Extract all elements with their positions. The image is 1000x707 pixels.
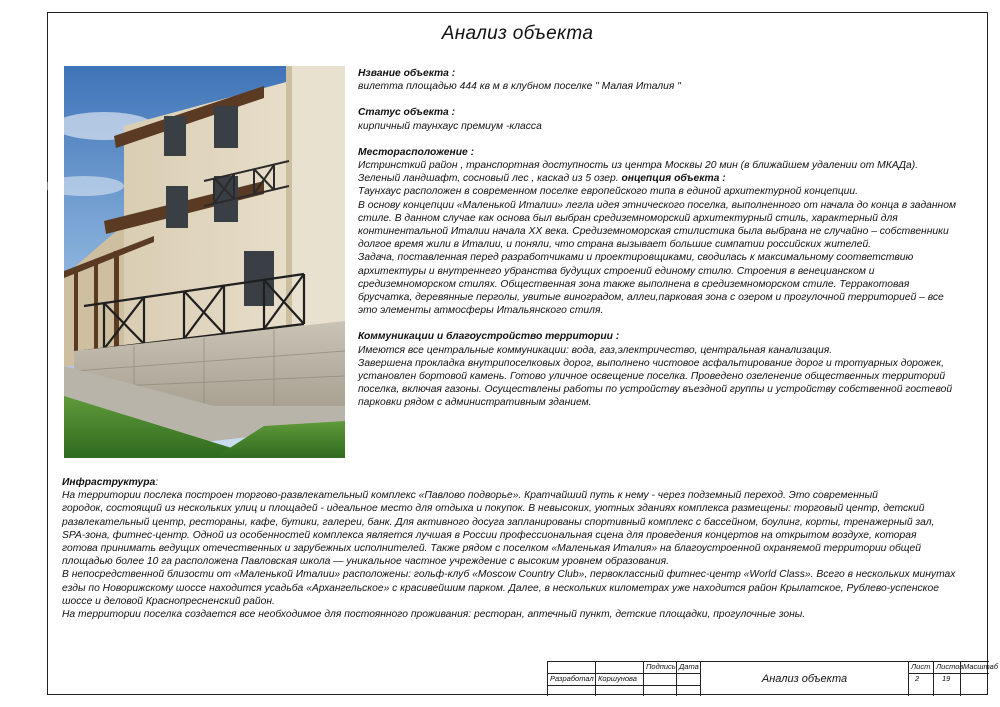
developer-label: Разработал	[547, 673, 595, 685]
infrastructure-label: Инфраструктура	[62, 477, 156, 488]
scale-header: Масштаб	[960, 661, 989, 673]
location-label: Месторасположение :	[358, 146, 475, 158]
concept-line: средиземноморском стилях. Общественная зона также выполнена в средиземноморском стиле. Терракотовая	[358, 278, 910, 290]
sheets-header: Листов	[933, 661, 960, 673]
stamp-title: Анализ объекта	[700, 661, 908, 696]
signature-header: Подпись	[643, 661, 676, 673]
page-frame	[47, 12, 999, 695]
concept-line: континентальной Италии начала XX века. Средиземноморская стилистика была выбрана не случайно – собственники	[358, 226, 949, 238]
date-header: Дата	[676, 661, 700, 673]
infra-line: городок, состоящий из нескольких улиц и площадей - идеальное место для отдыха и покупок. В невысоких, уютных зданиях комплекса размещены: торговый центр, детский	[62, 503, 925, 515]
status-value: кирпичный таунхаус премиум -класса	[358, 120, 542, 132]
concept-line: это элементы атмосферы Итальянского стиля.	[358, 305, 604, 317]
infra-line: На территории поселка создается все необходимое для постоянного проживания: ресторан, аптечный пункт, детские площадки, прогулочные зоны.	[62, 609, 806, 621]
infra-line: В непосредственной близости от «Маленькой Италии» расположены: гольф-клуб «Moscow Country Club», первоклассный фитнес-центр «World Class». Всего в нескольких минутах	[62, 569, 956, 581]
location-line: Истринсткий район , транспортная доступность из центра Москвы 20 мин (в ближайшем удалении от МКАДа).	[358, 160, 919, 172]
status-label: Статус объекта :	[358, 107, 456, 119]
infra-line: шоссе и деловой Краснопресненский район.	[62, 595, 275, 607]
comm-line: установлен бортовой камень. Готово уличное освещение поселка. Проведено озеленение общественных территорий	[358, 371, 946, 383]
concept-line: В основу концепции «Маленькой Италии» легла идея этнического поселка, выполненного от начала до конца в заданном	[358, 199, 957, 211]
infra-line: На территории послека построен торгово-развлекательный комплекс «Павлово подворье». Кратчайший путь к нему - через подземный переход. Это современный	[62, 490, 878, 502]
sheet-header: Лист	[908, 661, 933, 673]
communications-label: Коммуникации и благоустройство территории :	[358, 331, 620, 343]
concept-label: онцепция объекта :	[621, 173, 726, 185]
title-block	[547, 661, 999, 696]
concept-line: долгое время жили в Италии, и поняли, что страна вызывает большие симпатии российских жителей.	[358, 239, 872, 251]
location-line: Зеленый ландшафт, сосновый лес , каскад из 5 озер. онцепция объекта :	[358, 173, 726, 185]
infra-line: готова принимать ведущих отечественных и зарубежных исполнителей. Также рядом с поселком «Маленькая Италия» на благоустроенной охраняемой территории общей	[62, 543, 921, 555]
page-title: Анализ объекта	[441, 23, 594, 44]
comm-line: поселка, включая газоны. Осуществлены работы по устройству въездной группы и устройству собственной гостевой	[358, 384, 953, 396]
name-value: вилетта площадью 444 кв м в клубном поселке " Малая Италия "	[358, 81, 681, 93]
object-info	[358, 67, 968, 410]
comm-line: Завершена прокладка внутрипоселковых дорог, выполнено чистовое асфальтирование дорог и тротуарных дорожек,	[358, 357, 944, 369]
infra-line: площадью более 10 га расположена Павловская школа — уникальное частное учреждение с высоким уровнем образования.	[62, 556, 669, 568]
concept-line: Задача, поставленная перед разработчиками и проектировщиками, сводилась к максимальному соответствию	[358, 252, 914, 264]
infra-line: развлекательный центр, рестораны, кафе, бутики, галереи, банк. Для активного досуга запланированы спортивный комплекс с бассейном, боулинг, корты, тренажерный зал,	[62, 516, 935, 528]
comm-line: Имеются все центральные коммуникации: вода, газ,электричество, центральная канализация.	[358, 344, 833, 356]
concept-line: брусчатка, деревянные перголы, увитые виноградом, аллеи,парковая зона с озером и прогулочной территорией – все	[358, 292, 944, 304]
infra-line: SPA-зона, фитнес-центр. Одной из особенностей комплекса является лучшая в России профессиональная сцена для проведения концертов на открытом воздухе, которая	[62, 529, 917, 541]
concept-line: архитектуры и внутреннего убранства будущих строений единому стилю. Строения в венецианском и	[358, 265, 875, 277]
comm-line: парковки рядом с административным зданием.	[358, 397, 592, 409]
concept-line: стиле. В данном случае как основа был выбран средиземноморский архитектурный стиль, характерный для	[358, 212, 898, 224]
sheets-total: 19	[933, 673, 960, 696]
infrastructure-section: Инфраструктура: На территории послека построен торгово-развлекательный комплекс «Павлово подворье». Кратчайший путь к нему - через подземный переход. Это современный городок, состоящий из нескольких улиц и площадей - идеальное место для отдыха и покупок. В невысоких, уютных зданиях комплекса размещены: торговый центр, детский развлекательный центр, рестораны, кафе, бутики, галереи, банк. Для активного досуга запланированы спортивный комплекс с бассейном, боулинг, корты, тренажерный зал, SPA-зона, фитнес-центр. Одной из особенностей комплекса является лучшая в России профессиональная сцена для проведения концертов на открытом воздухе, которая готова принимать ведущих отечественных и зарубежных исполнителей. Также рядом с поселком «Маленькая Италия» на благоустроенной охраняемой территории общей площадью более 10 га расположена Павловская школа — уникальное частное учреждение с высоким уровнем образования. В непосредственной близости от «Маленькой Италии» расположены: гольф-клуб «Moscow Country Club», первоклассный фитнес-центр «World Class». Всего в нескольких минутах езды по Новорижскому шоссе находится усадьба «Архангельское» с красивейшим парком. Далее, в нескольких километрах уже находится район Крылатское, Рублево-успенское шоссе и деловой Краснопресненский район. На территории поселка создается все необходимое для постоянного проживания: ресторан, аптечный пункт, детские площадки, прогулочные зоны.	[62, 476, 977, 621]
infra-line: езды по Новорижскому шоссе находится усадьба «Архангельское» с красивейшим парком. Далее, в нескольких километрах уже находится район Крылатское, Рублево-успенское	[62, 582, 939, 594]
sheet-number: 2	[908, 673, 933, 696]
concept-line: Таунхаус расположен в современном поселке европейского типа в единой архитектурной концепции.	[358, 186, 858, 198]
name-label: Нзвание объекта :	[358, 68, 456, 79]
townhouse-photo	[64, 66, 345, 458]
developer-name: Коршунова	[595, 673, 643, 685]
